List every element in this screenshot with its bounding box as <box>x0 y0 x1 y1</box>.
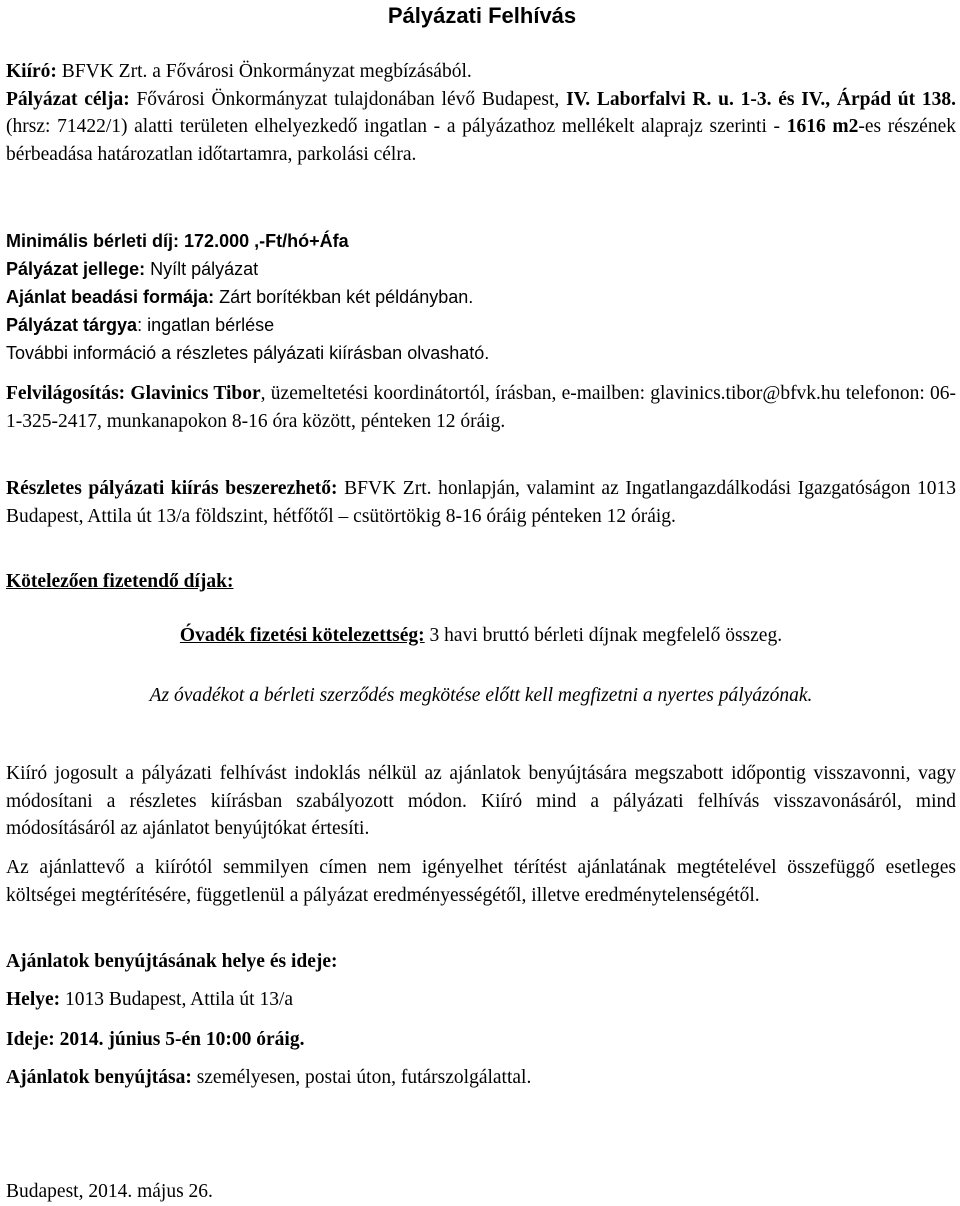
submission-form-label: Ajánlat beadási formája: <box>6 287 215 307</box>
property-address: IV. Laborfalvi R. u. 1-3. és IV., Árpád út 138. <box>566 89 956 110</box>
tender-type-line <box>6 256 956 284</box>
deadline-label: Ideje: <box>6 1029 55 1050</box>
deposit-line <box>6 622 956 650</box>
submission-heading: Ajánlatok benyújtásának helye és ideje: <box>6 951 338 972</box>
issuer-line <box>6 58 956 86</box>
area-size: 1616 m2 <box>786 116 859 138</box>
page-title: Pályázati Felhívás <box>387 3 577 28</box>
contact-paragraph <box>6 380 956 435</box>
submission-form-value: Zárt borítékban két példányban. <box>214 287 474 307</box>
submission-method-label: Ajánlatok benyújtása: <box>6 1067 192 1088</box>
purpose-paragraph <box>6 86 956 168</box>
fees-heading-text: Kötelezően fizetendő díjak: <box>6 571 234 592</box>
min-rent-line <box>6 228 956 256</box>
min-rent-label: Minimális bérleti díj: <box>6 231 180 251</box>
subject-line <box>6 312 956 340</box>
purpose-label: Pályázat célja: <box>6 89 130 110</box>
details-label: Részletes pályázati kiírás beszerezhető: <box>6 478 338 499</box>
deposit-note: Az óvadékot a bérleti szerződés megkötése előtt kell megfizetni a nyertes pályázónak. <box>149 685 813 706</box>
tender-type-label: Pályázat jellege: <box>6 259 146 279</box>
place-line <box>6 986 956 1014</box>
submission-method-value: személyesen, postai úton, futárszolgálattal. <box>191 1067 532 1088</box>
purpose-text-3: -es részének bérbeadása határozatlan időtartamra, parkolási célra. <box>6 116 956 165</box>
details-text: BFVK Zrt. honlapján, valamint az Ingatlangazdálkodási Igazgatóságon 1013 Budapest, Attila út 13/a földszint, hétfőtől – csütörtökig 8-16 óráig pénteken 12 óráig. <box>6 478 956 527</box>
deadline-line <box>6 1026 956 1054</box>
min-rent-value: 172.000 ,-Ft/hó+Áfa <box>179 231 349 251</box>
submission-form-line <box>6 284 956 312</box>
deadline-value: 2014. június 5-én 10:00 óráig. <box>54 1029 305 1050</box>
more-info-line: További információ a részletes pályázati kiírásban olvasható. <box>6 343 490 363</box>
submission-method-line <box>6 1064 956 1092</box>
place-label: Helye: <box>6 989 61 1010</box>
issuer-text: BFVK Zrt. a Fővárosi Önkormányzat megbízásából. <box>56 61 472 82</box>
date-line: Budapest, 2014. május 26. <box>6 1181 213 1202</box>
subject-value: : ingatlan bérlése <box>137 315 275 335</box>
contact-label: Felvilágosítás: <box>6 383 126 404</box>
purpose-text-1: Fővárosi Önkormányzat tulajdonában lévő Budapest, <box>129 89 567 110</box>
tender-type-value: Nyílt pályázat <box>145 259 259 279</box>
purpose-text-2: (hrsz: 71422/1) alatti területen elhelyezkedő ingatlan - a pályázathoz mellékelt alaprajz szerinti - <box>6 116 787 138</box>
deposit-text: 3 havi bruttó bérleti díjnak megfelelő összeg. <box>424 625 783 646</box>
details-paragraph <box>6 475 956 530</box>
contact-text: , üzemeltetési koordinátortól, írásban, e-mailben: glavinics.tibor@bfvk.hu telefonon: 06-1-325-2417, munkanapokon 8-16 óra között, pénteken 12 óráig. <box>6 383 956 432</box>
deposit-label: Óvadék fizetési kötelezettség: <box>179 625 425 646</box>
fees-heading <box>6 568 956 596</box>
withdrawal-paragraph: Kiíró jogosult a pályázati felhívást indoklás nélkül az ajánlatok benyújtására megszabott időpontig visszavonni, vagy módosítani a részletes kiírásban szabályozott módon. Kiíró mind a pályázati felhívás visszavonásáról, mind módosításáról az ajánlatot benyújtókat értesíti. <box>6 763 956 839</box>
issuer-label: Kiíró: <box>6 61 57 82</box>
subject-label: Pályázat tárgya <box>6 315 138 335</box>
place-value: 1013 Budapest, Attila út 13/a <box>60 989 294 1010</box>
costs-paragraph: Az ajánlattevő a kiírótól semmilyen címen nem igényelhet térítést ajánlatának megtételével összefüggő esetleges költségei megtérítésére, függetlenül a pályázat eredményességétől, illetve eredménytelenségétől. <box>6 857 956 906</box>
contact-name: Glavinics Tibor <box>125 383 261 404</box>
